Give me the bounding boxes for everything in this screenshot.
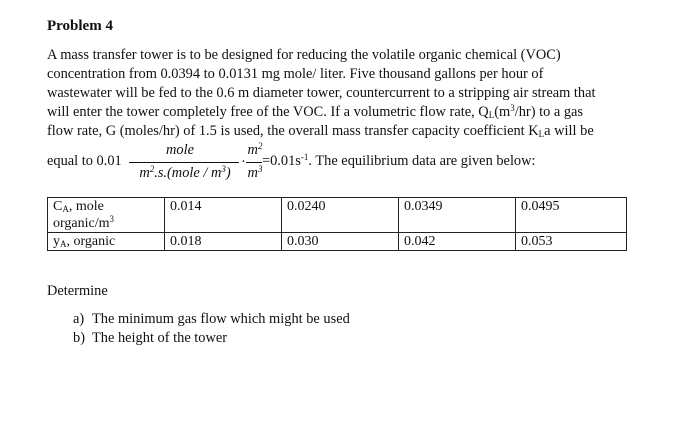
label-y: y xyxy=(53,234,60,249)
statement-line-5-end: a will be xyxy=(544,123,594,139)
statement-line-5 xyxy=(47,122,647,141)
den-mid: .s.(mole / m xyxy=(154,165,222,181)
label-c-unit2: organic/m xyxy=(53,216,110,231)
statement-line-1: A mass transfer tower is to be designed for reducing the volatile organic chemical (VOC) xyxy=(47,47,561,63)
item-letter: a) xyxy=(73,311,85,327)
row-label-ca xyxy=(48,198,165,233)
equation-prefix: equal to 0.01 xyxy=(47,153,122,169)
table-cell: 0.0240 xyxy=(282,198,399,233)
fraction-1-numerator: mole xyxy=(166,142,194,158)
problem-statement xyxy=(47,46,647,141)
statement-line-4-text: will enter the tower completely free of the VOC. If a volumetric flow rate, Q xyxy=(47,104,489,120)
fraction-units-1 xyxy=(129,141,255,189)
multiply-dot: · xyxy=(241,154,246,170)
list-item xyxy=(73,329,350,348)
label-c: C xyxy=(53,199,63,214)
label-c-sup: 3 xyxy=(109,214,115,224)
result-exponent: -1 xyxy=(300,152,309,162)
fraction-1-bar xyxy=(129,162,239,163)
table-cell: 0.053 xyxy=(516,233,627,251)
fraction-2-bar xyxy=(246,162,262,163)
den2-m: m xyxy=(247,165,258,181)
item-text: The minimum gas flow which might be used xyxy=(92,311,350,327)
table-row xyxy=(48,233,627,251)
table-cell: 0.0349 xyxy=(399,198,516,233)
statement-line-4-unit: (m xyxy=(494,104,511,120)
num2-m: m xyxy=(247,142,258,158)
statement-line-2: concentration from 0.0394 to 0.0131 mg mole/ liter. Five thousand gallons per hour of xyxy=(47,66,544,82)
statement-line-4 xyxy=(47,103,647,122)
num2-sup: 2 xyxy=(257,141,263,151)
table-cell: 0.018 xyxy=(165,233,282,251)
table-cell: 0.0495 xyxy=(516,198,627,233)
equilibrium-data-table xyxy=(47,197,627,251)
statement-line-3: wastewater will be fed to the 0.6 m diameter tower, countercurrent to a stripping air stream that xyxy=(47,85,596,101)
label-y-sub: A xyxy=(60,239,67,249)
row-label-ya xyxy=(48,233,165,251)
item-letter: b) xyxy=(73,330,85,346)
table-cell: 0.030 xyxy=(282,233,399,251)
table-row xyxy=(48,198,627,233)
result-text: . The equilibrium data are given below: xyxy=(308,153,536,169)
den-m: m xyxy=(139,165,150,181)
statement-line-5-text: flow rate, G (moles/hr) of 1.5 is used, the overall mass transfer capacity coefficient K xyxy=(47,123,539,139)
table-cell: 0.042 xyxy=(399,233,516,251)
den-end: ) xyxy=(225,165,231,181)
den2-sup: 3 xyxy=(257,164,263,174)
label-c-unit: , mole xyxy=(68,199,104,214)
coefficient-equation xyxy=(47,141,667,189)
ql-subscript: L xyxy=(488,110,495,120)
list-item xyxy=(73,310,350,329)
ql-unit-superscript: 3 xyxy=(510,103,515,113)
problem-title: Problem 4 xyxy=(47,18,113,34)
table-cell: 0.014 xyxy=(165,198,282,233)
den-sup2: 3 xyxy=(221,164,226,174)
result-value: =0.01s xyxy=(262,153,301,169)
equation-result xyxy=(262,153,536,170)
fraction-1-denominator xyxy=(129,165,241,182)
kla-subscript: L xyxy=(538,129,545,139)
item-text: The height of the tower xyxy=(92,330,228,346)
label-y-unit: , organic xyxy=(66,234,116,249)
label-c-sub: A xyxy=(62,204,69,214)
question-list xyxy=(73,310,350,348)
determine-heading: Determine xyxy=(47,283,108,299)
den-sup: 2 xyxy=(149,164,155,174)
statement-line-4-end: /hr) to a gas xyxy=(514,104,584,120)
